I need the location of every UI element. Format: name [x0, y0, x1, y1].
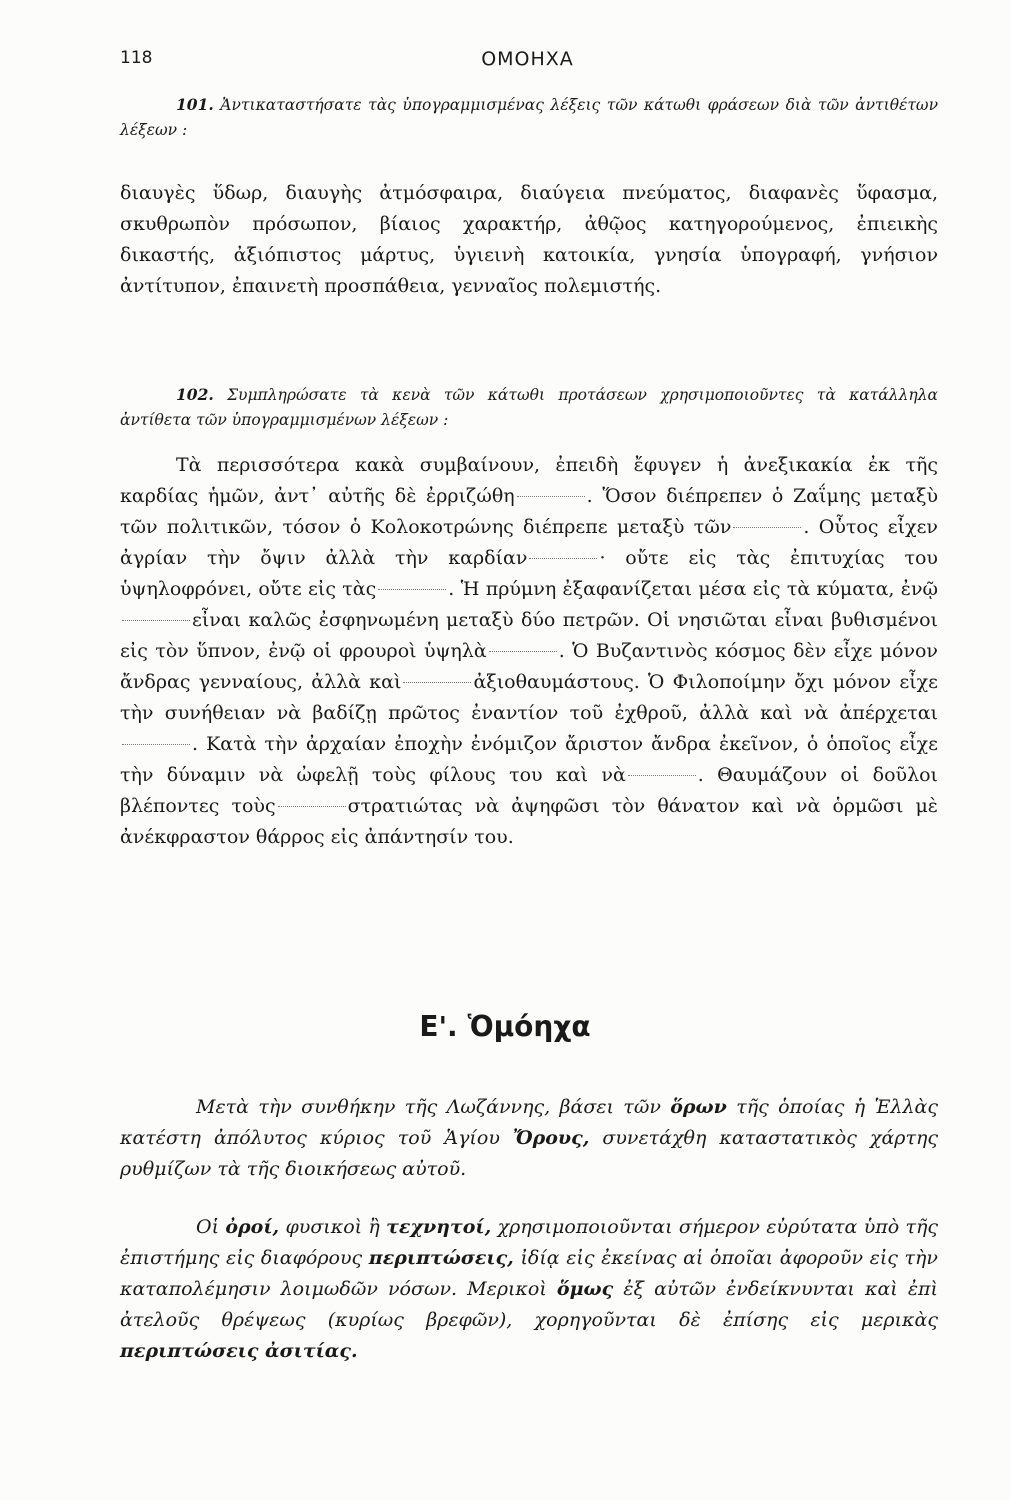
text-segment: Τὰ περισσότερα κακὰ συμβαίνουν, ἐπειδὴ ἔφυγεν ἡ ἀνεξικακία ἐκ τῆς καρδίας ἡμῶν, ἀντ᾿ αὐτῆς δὲ ἐρριζώθη [120, 454, 938, 507]
blank-line [122, 619, 190, 621]
text-segment: . Θαυμάζουν οἱ δοῦλοι βλέποντες τοὺς [120, 764, 939, 817]
text-run: Οἱ [196, 1216, 220, 1238]
text-run: Μετὰ τὴν συνθήκην τῆς Λωζάννης, βάσει τῶν [196, 1096, 661, 1118]
exercise-102-instruction [120, 382, 938, 433]
blank-line [628, 774, 696, 776]
text-segment: . Ὁ Βυζαντινὸς κόσμος δὲν εἶχε μόνον ἄνδρας γενναίους, ἀλλὰ καὶ [120, 640, 938, 693]
blank-line [278, 805, 346, 807]
blank-line [403, 681, 471, 683]
section-heading: Ε'. Ὁμόηχα [419, 1010, 591, 1043]
bold-term: ὅρων [670, 1096, 727, 1118]
section-paragraph-2 [120, 1212, 938, 1367]
page-number: 118 [120, 48, 153, 68]
bold-term: περιπτώσεις ἀσιτίας. [120, 1340, 358, 1362]
exercise-number: 101. [176, 95, 214, 114]
text-segment: εἶναι καλῶς ἐσφηνωμένη μεταξὺ δύο πετρῶν. Οἱ νησιῶται εἶναι βυθισμένοι εἰς τὸν ὕπνον, ἐνῷ οἱ φρουροὶ ὑψηλὰ [120, 609, 938, 662]
text-run: συνετάχθη καταστατικὸς χάρτης ρυθμίζων τὰ τῆς διοικήσεως αὐτοῦ. [120, 1127, 939, 1180]
section-paragraph-1 [120, 1092, 938, 1185]
bold-term: ὀροί, [225, 1216, 280, 1238]
text-segment: ἀξιοθαυμάστους. Ὁ Φιλοποίμην ὄχι μόνον εἶχε τὴν συνήθειαν νὰ βαδίζῃ πρῶτος ἐναντίον τοῦ ἐχθροῦ, ἀλλὰ καὶ νὰ ἀπέρχεται [120, 671, 939, 724]
bold-term: τεχνητοί, [386, 1216, 492, 1238]
running-title: ΟΜΟΗΧΑ [481, 48, 574, 70]
blank-line [529, 557, 597, 559]
instruction-text: Συμπληρώσατε τὰ κενὰ τῶν κάτωθι προτάσεων χρησιμοποιοῦντες τὰ κατάλληλα ἀντίθετα τῶν ὑπογραμμισμένων λέξεων : [120, 386, 938, 429]
bold-term: Ὄρους, [512, 1127, 590, 1149]
text-segment: . Οὗτος εἶχεν ἀγρίαν τὴν ὄψιν ἀλλὰ τὴν καρδίαν [120, 516, 938, 569]
text-run: ἐξ αὐτῶν ἐνδείκνυνται καὶ ἐπὶ ἀτελοῦς θρέψεως (κυρίως βρεφῶν), χορηγοῦνται δὲ ἐπίσης εἰς μερικὰς [120, 1278, 938, 1331]
blank-line [733, 526, 801, 528]
blank-line [122, 743, 190, 745]
text-run: χρησιμοποιοῦνται σήμερον εὐρύτατα ὑπὸ τῆς ἐπιστήμης εἰς διαφόρους [120, 1216, 939, 1269]
text-run: φυσικοὶ ἢ [285, 1216, 380, 1238]
text-run: ἰδίᾳ εἰς ἐκείνας αἱ ὁποῖαι ἀφοροῦν εἰς τὴν καταπολέμησιν λοιμωδῶν νόσων. Μερικοὶ [120, 1247, 938, 1300]
text-segment: . Κατὰ τὴν ἀρχαίαν ἐποχὴν ἐνόμιζον ἄριστον ἄνδρα ἐκεῖνον, ὁ ὁποῖος εἶχε τὴν δύναμιν νὰ ὠφελῇ τοὺς φίλους του καὶ νὰ [120, 733, 938, 786]
text-segment: στρατιώτας νὰ ἀψηφῶσι τὸν θάνατον καὶ νὰ ὁρμῶσι μὲ ἀνέκφραστον θάρρος εἰς ἀπάντησίν του. [120, 795, 939, 848]
text-segment: . Ὅσον διέπρεπεν ὁ Ζαΐμης μεταξὺ τῶν πολιτικῶν, τόσον ὁ Κολοκοτρώνης διέπρεπε μεταξὺ τῶν [120, 485, 939, 538]
bold-term: περιπτώσεις, [368, 1247, 514, 1269]
page-header [120, 48, 935, 78]
exercise-102-text [120, 450, 938, 853]
exercise-101-instruction [120, 92, 938, 143]
blank-line [489, 650, 557, 652]
text-segment: . Ἡ πρύμνη ἐξαφανίζεται μέσα εἰς τὰ κύματα, ἐνῷ [448, 578, 938, 600]
text-segment: · οὔτε εἰς τὰς ἐπιτυχίας του ὑψηλοφρόνει, οὔτε εἰς τὰς [120, 547, 938, 600]
instruction-text: Ἀντικαταστήσατε τὰς ὑπογραμμισμένας λέξεις τῶν κάτωθι φράσεων διὰ τῶν ἀντιθέτων λέξεων : [120, 96, 938, 139]
exercise-101-phrases: διαυγὲς ὕδωρ, διαυγὴς ἀτμόσφαιρα, διαύγεια πνεύματος, διαφανὲς ὕφασμα, σκυθρωπὸν πρόσωπον, βίαιος χαρακτήρ, ἀθῷος κατηγορούμενος, ἐπιεικὴς δικαστής, ἀξιόπιστος μάρτυς, ὑγιεινὴ κατοικία, γνησία ὑπογραφή, γνήσιον ἀντίτυπον, ἐπαινετὴ προσπάθεια, γενναῖος πολεμιστής. [120, 182, 938, 297]
bold-term: ὅμως [556, 1278, 614, 1300]
text-run: τῆς ὁποίας ἡ Ἑλλὰς κατέστη ἀπόλυτος κύριος τοῦ Ἁγίου [120, 1096, 938, 1149]
exercise-number: 102. [176, 385, 214, 404]
blank-line [517, 495, 585, 497]
blank-line [378, 588, 446, 590]
